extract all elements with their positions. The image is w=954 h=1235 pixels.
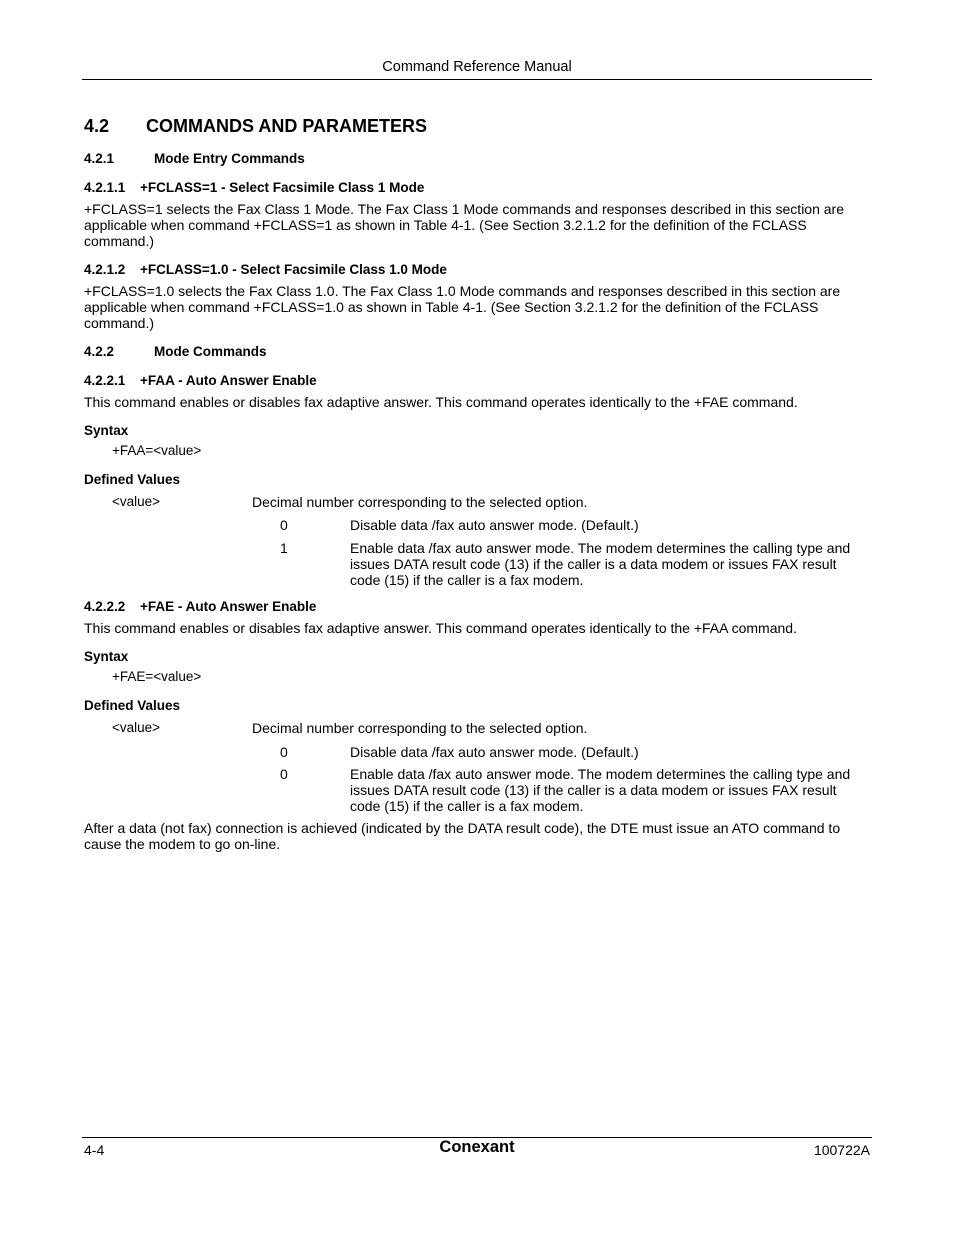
defined-values-label: Defined Values bbox=[84, 472, 181, 487]
syntax-label: Syntax bbox=[84, 423, 129, 438]
subsection-number: 4.2.1.2 bbox=[84, 262, 126, 277]
subsection-heading-4-2-1-1 bbox=[84, 180, 424, 196]
subsection-number: 4.2.1 bbox=[84, 151, 115, 166]
paragraph-4-2-2-1: This command enables or disables fax adaptive answer. This command operates identically to the +FAE command. bbox=[84, 394, 798, 410]
paragraph-4-2-2-2: This command enables or disables fax adaptive answer. This command operates identically to the +FAA command. bbox=[84, 620, 797, 636]
subsection-number: 4.2.2.2 bbox=[84, 599, 126, 614]
section-number: 4.2 bbox=[84, 116, 110, 136]
subsection-heading-4-2-1 bbox=[84, 151, 305, 167]
subsection-heading-4-2-1-2 bbox=[84, 262, 447, 278]
defined-value-key: <value> bbox=[112, 494, 161, 509]
paragraph-4-2-1-1: +FCLASS=1 selects the Fax Class 1 Mode. The Fax Class 1 Mode commands and responses described in this section are applicable when command +FCLASS=1 as shown in Table 4-1. (See Section 3.2.1.2 for the definition of the FCLASS command.) bbox=[84, 201, 844, 249]
section-title: COMMANDS AND PARAMETERS bbox=[146, 116, 427, 136]
subsection-title: Mode Entry Commands bbox=[154, 151, 305, 166]
syntax-code: +FAE=<value> bbox=[112, 669, 202, 684]
subsection-title: +FCLASS=1.0 - Select Facsimile Class 1.0 Mode bbox=[140, 262, 447, 277]
defined-value-key: <value> bbox=[112, 720, 161, 735]
defined-value-description: Decimal number corresponding to the selected option. bbox=[252, 494, 588, 510]
paragraph-4-2-1-2: +FCLASS=1.0 selects the Fax Class 1.0. The Fax Class 1.0 Mode commands and responses described in this section are applicable when command +FCLASS=1.0 as shown in Table 4-1. (See Section 3.2.1.2 for the definition of the FCLASS command.) bbox=[84, 283, 841, 331]
option-description: Enable data /fax auto answer mode. The modem determines the calling type and issues DATA result code (13) if the caller is a data modem or issues FAX result code (15) if the caller is a fax modem. bbox=[350, 540, 851, 588]
subsection-heading-4-2-2-2 bbox=[84, 599, 316, 615]
subsection-number: 4.2.2.1 bbox=[84, 373, 126, 388]
syntax-label: Syntax bbox=[84, 649, 129, 664]
option-number: 1 bbox=[280, 540, 288, 556]
option-description: Disable data /fax auto answer mode. (Default.) bbox=[350, 517, 639, 533]
syntax-code: +FAA=<value> bbox=[112, 443, 202, 458]
option-description: Disable data /fax auto answer mode. (Default.) bbox=[350, 744, 639, 760]
defined-values-label: Defined Values bbox=[84, 698, 181, 713]
document-number: 100722A bbox=[813, 1142, 870, 1158]
page-number: 4-4 bbox=[84, 1142, 105, 1158]
subsection-title: +FAA - Auto Answer Enable bbox=[140, 373, 317, 388]
header-title: Command Reference Manual bbox=[382, 59, 572, 75]
option-number: 0 bbox=[280, 744, 288, 760]
defined-value-description: Decimal number corresponding to the selected option. bbox=[252, 720, 588, 736]
subsection-number: 4.2.2 bbox=[84, 344, 115, 359]
section-heading bbox=[84, 115, 427, 137]
option-number: 0 bbox=[280, 517, 288, 533]
subsection-title: +FAE - Auto Answer Enable bbox=[140, 599, 317, 614]
closing-paragraph: After a data (not fax) connection is achieved (indicated by the DATA result code), the DTE must issue an ATO command to cause the modem to go on-line. bbox=[84, 820, 841, 852]
header-rule bbox=[82, 79, 872, 80]
brand-name: Conexant bbox=[439, 1138, 515, 1156]
subsection-number: 4.2.1.1 bbox=[84, 180, 126, 195]
option-number: 0 bbox=[280, 766, 288, 782]
subsection-title: Mode Commands bbox=[154, 344, 267, 359]
subsection-heading-4-2-2-1 bbox=[84, 373, 317, 389]
option-description: Enable data /fax auto answer mode. The modem determines the calling type and issues DATA result code (13) if the caller is a data modem or issues FAX result code (15) if the caller is a fax modem. bbox=[350, 766, 851, 814]
subsection-heading-4-2-2 bbox=[84, 344, 267, 360]
subsection-title: +FCLASS=1 - Select Facsimile Class 1 Mode bbox=[140, 180, 425, 195]
